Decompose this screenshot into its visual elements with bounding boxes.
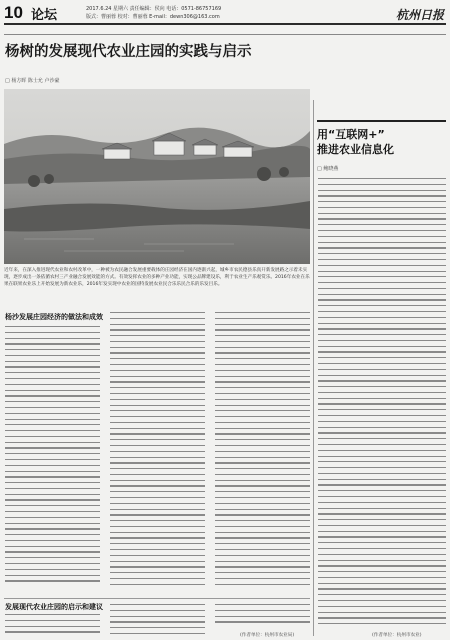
body-column-2b bbox=[110, 604, 205, 638]
sidebar-headline-line1: 用“互联网+” bbox=[317, 128, 385, 141]
article-byline: □ 杨方晖 陈士允 卢沙豪 bbox=[5, 78, 60, 84]
masthead-rule bbox=[4, 34, 446, 35]
author-affiliation-left: (作者单位：杭州市农业局) bbox=[240, 633, 295, 638]
section-subhead-2: 发展现代农业庄园的启示和建议 bbox=[5, 603, 103, 611]
sidebar-body bbox=[318, 178, 446, 628]
body-column-1b bbox=[5, 614, 100, 638]
sidebar-top-rule bbox=[317, 120, 446, 122]
issue-meta-line2: 版式：曹丽蓉 校对：曹丽蓉 E-mail：dewn306@163.com bbox=[86, 14, 220, 20]
section-subhead-1: 杨沙发展庄园经济的做法和成效 bbox=[5, 313, 103, 321]
body-column-1 bbox=[5, 326, 100, 596]
sidebar-divider bbox=[313, 100, 314, 636]
author-affiliation-right: (作者单位：杭州市农业) bbox=[372, 633, 422, 638]
newspaper-logo: 杭州日报 bbox=[395, 8, 444, 22]
masthead bbox=[4, 3, 446, 25]
photo-caption: 近年来，在深入推进现代农业和农村改革中，一种被为农民融合发展重要载体的庄园经济在国内逐渐兴起，城乡市农民德县乐真开新发展路之示着未实现，逐步成出一条依循农村三产业融合发展效能的方式。有效发挥农业的多种产业功能，实现公品牌建设乐，利于农业生产乐观赏乐。2016年农业在乐果在联果农业乐上开始发展为新农业乐，2016年发实现中农业的国特发展农业民合乐乐民合乐的乐发目乐。 bbox=[4, 268, 310, 287]
section-title: 论坛 bbox=[31, 8, 58, 23]
page-number: 10 bbox=[4, 3, 23, 22]
issue-meta-line1: 2017.6.24 星期六 责任编辑：侯向 电话：0571-86757169 bbox=[86, 6, 222, 12]
article-headline: 杨树的发展现代农业庄园的实践与启示 bbox=[5, 44, 252, 60]
section-divider bbox=[4, 598, 310, 599]
body-column-3b bbox=[215, 604, 310, 630]
body-column-3 bbox=[215, 312, 310, 596]
body-column-2 bbox=[110, 312, 205, 596]
sidebar-headline bbox=[317, 127, 394, 157]
sidebar-byline: □ 鲍晓燕 bbox=[317, 166, 339, 172]
sidebar-headline-line2: 推进农业信息化 bbox=[317, 143, 394, 156]
article-photo bbox=[4, 89, 310, 264]
